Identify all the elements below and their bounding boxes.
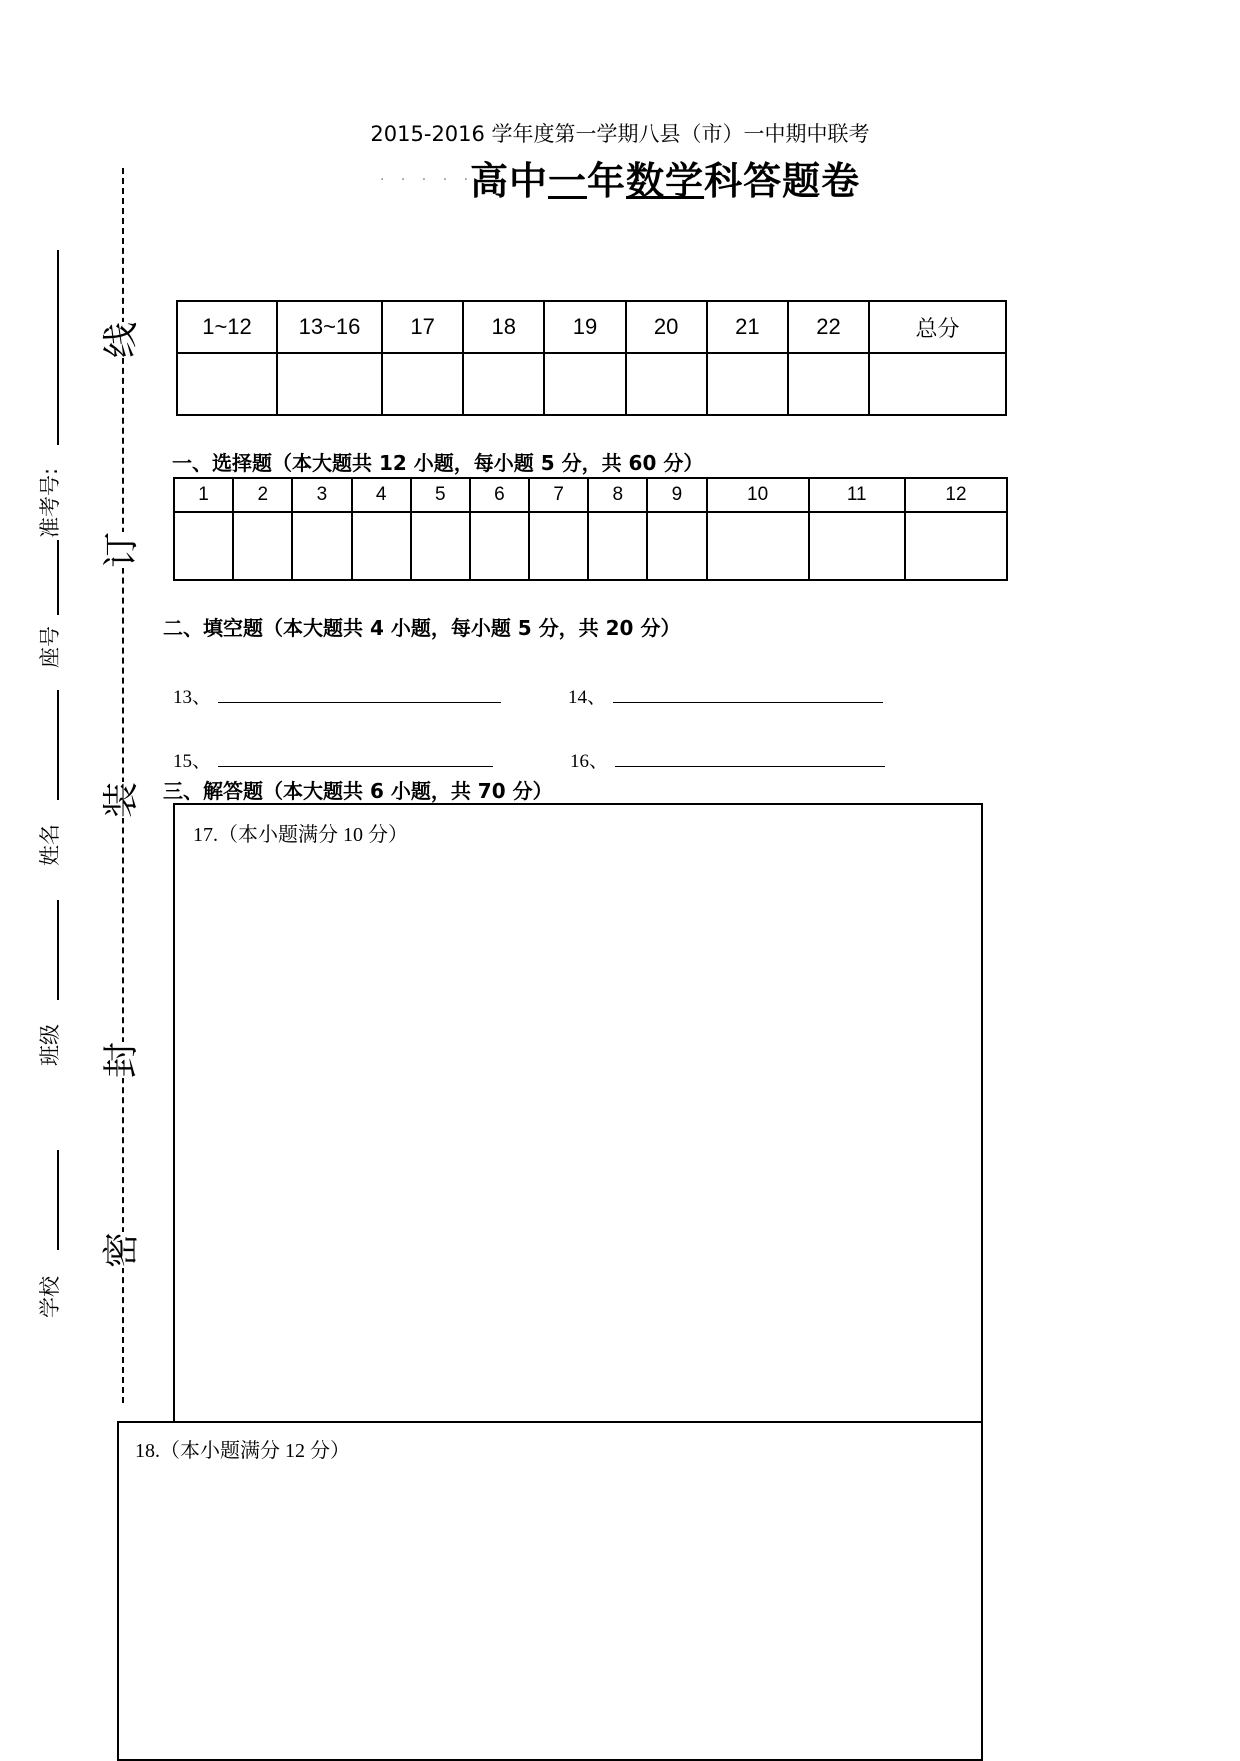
score-cell[interactable]	[382, 353, 463, 415]
section-fill-heading: 二、填空题（本大题共 4 小题，每小题 5 分，共 20 分）	[163, 616, 681, 640]
score-header: 总分	[869, 301, 1006, 353]
fill-answer-14[interactable]	[613, 702, 883, 703]
choice-answer-cell[interactable]	[809, 512, 905, 580]
choice-number: 9	[647, 478, 706, 512]
choice-number: 11	[809, 478, 905, 512]
section-choice-heading: 一、选择题（本大题共 12 小题，每小题 5 分，共 60 分）	[172, 451, 704, 475]
fill-answer-13[interactable]	[218, 702, 501, 703]
score-cell[interactable]	[869, 353, 1006, 415]
choice-number: 4	[352, 478, 411, 512]
choice-number: 10	[707, 478, 809, 512]
choice-answer-table	[173, 477, 1008, 581]
score-cell[interactable]	[463, 353, 544, 415]
fill-label-13: 13、	[173, 687, 212, 708]
fill-label-15: 15、	[173, 751, 212, 772]
choice-number: 8	[588, 478, 647, 512]
choice-answer-cell[interactable]	[588, 512, 647, 580]
choice-number: 1	[174, 478, 233, 512]
choice-answer-cell[interactable]	[352, 512, 411, 580]
answer-box-18[interactable]	[117, 1421, 983, 1761]
fill-label-16: 16、	[570, 751, 609, 772]
choice-answer-cell[interactable]	[174, 512, 233, 580]
school-line	[57, 1150, 59, 1250]
choice-number: 7	[529, 478, 588, 512]
school-label: 学校	[38, 1276, 62, 1318]
choice-answer-cell[interactable]	[411, 512, 470, 580]
page-title	[470, 150, 860, 205]
score-header: 22	[788, 301, 869, 353]
score-cell[interactable]	[707, 353, 788, 415]
choice-number: 3	[292, 478, 351, 512]
score-header: 13~16	[277, 301, 382, 353]
score-table	[176, 300, 1007, 416]
question-17-label: 17.（本小题满分 10 分）	[193, 824, 408, 846]
choice-answer-cell[interactable]	[470, 512, 529, 580]
seal-char-mi: 密	[101, 1231, 143, 1269]
score-cell[interactable]	[277, 353, 382, 415]
question-18-label: 18.（本小题满分 12 分）	[135, 1440, 350, 1462]
title-dots: · · · · ·	[380, 172, 475, 188]
choice-answer-cell[interactable]	[529, 512, 588, 580]
seal-char-ding: 订	[101, 531, 143, 569]
choice-number: 5	[411, 478, 470, 512]
score-header: 1~12	[177, 301, 277, 353]
score-cell[interactable]	[626, 353, 707, 415]
title-grade: 一	[548, 159, 588, 203]
fill-answer-16[interactable]	[615, 766, 885, 767]
section-solve-heading: 三、解答题（本大题共 6 小题，共 70 分）	[163, 779, 553, 803]
score-header: 21	[707, 301, 788, 353]
exam-name: 2015-2016 学年度第一学期八县（市）一中期中联考	[370, 122, 870, 146]
choice-number: 12	[905, 478, 1007, 512]
choice-answer-cell[interactable]	[647, 512, 706, 580]
seal-char-xian: 线	[101, 321, 143, 359]
fill-answer-15[interactable]	[218, 766, 493, 767]
fill-label-14: 14、	[568, 687, 607, 708]
score-cell[interactable]	[177, 353, 277, 415]
seal-char-feng: 封	[101, 1041, 143, 1079]
seat-number-label: 座号	[38, 626, 62, 668]
answer-box-17[interactable]	[173, 803, 983, 1423]
title-prefix: 高中	[470, 159, 549, 203]
class-line	[57, 900, 59, 1000]
choice-answer-cell[interactable]	[707, 512, 809, 580]
exam-number-line	[57, 250, 59, 445]
score-header: 18	[463, 301, 544, 353]
name-label: 姓名	[38, 824, 62, 866]
title-subject: 数学	[626, 159, 705, 203]
name-line	[57, 690, 59, 800]
score-header: 17	[382, 301, 463, 353]
exam-number-label: 准考号:	[38, 467, 63, 539]
seat-number-line	[57, 540, 59, 615]
score-header: 19	[544, 301, 625, 353]
choice-number: 2	[233, 478, 292, 512]
seal-char-zhuang: 装	[101, 781, 143, 819]
score-cell[interactable]	[788, 353, 869, 415]
title-suffix: 科答题卷	[704, 159, 861, 203]
score-header: 20	[626, 301, 707, 353]
choice-answer-cell[interactable]	[292, 512, 351, 580]
class-label: 班级	[38, 1024, 62, 1066]
choice-number: 6	[470, 478, 529, 512]
choice-answer-cell[interactable]	[905, 512, 1007, 580]
choice-answer-cell[interactable]	[233, 512, 292, 580]
title-mid: 年	[587, 159, 627, 203]
score-cell[interactable]	[544, 353, 625, 415]
